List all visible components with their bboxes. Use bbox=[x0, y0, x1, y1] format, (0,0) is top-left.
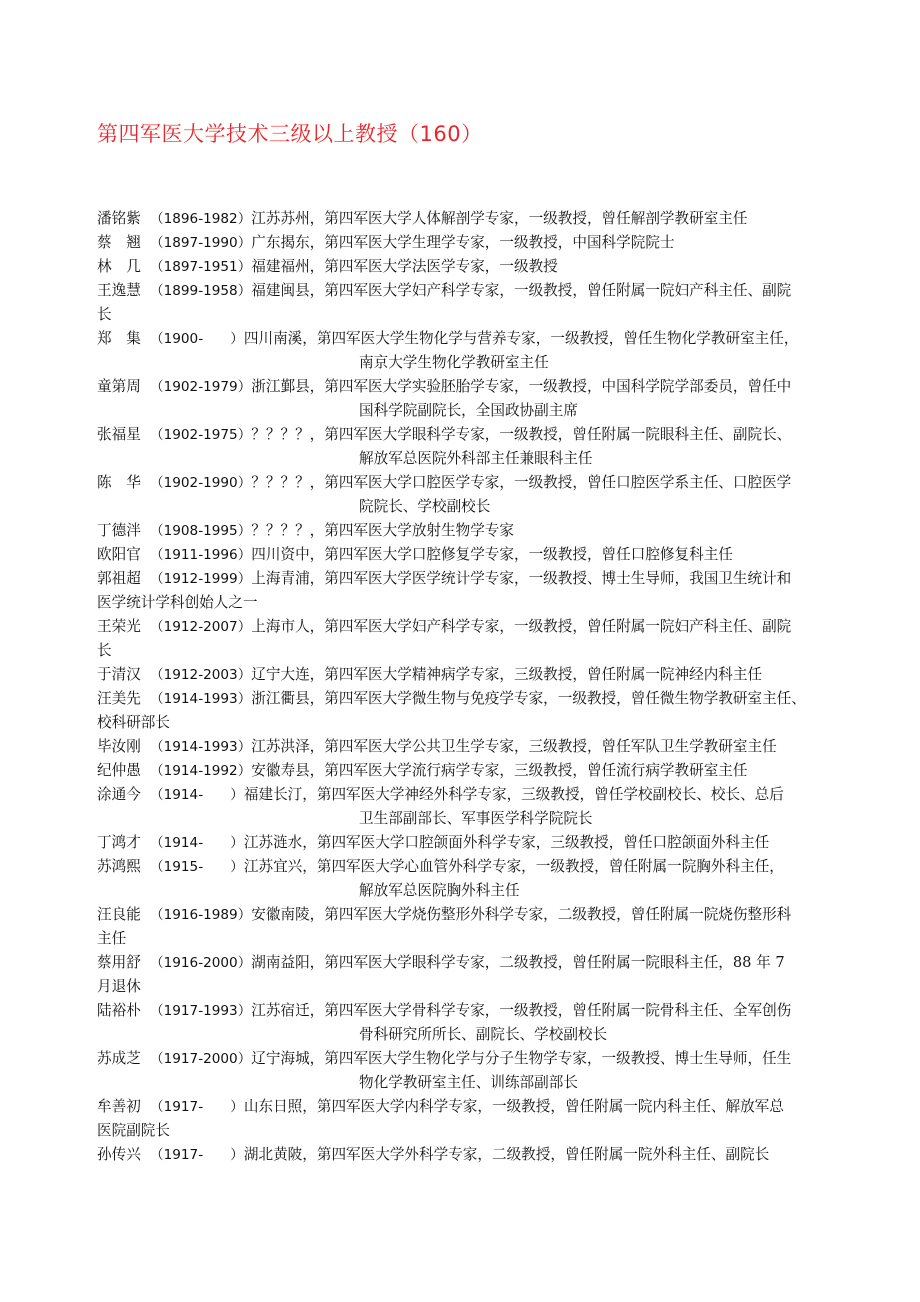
list-item bbox=[97, 831, 857, 855]
entry-description: 江苏苏州，第四军医大学人体解剖学专家，一级教授，曾任解剖学教研室主任 bbox=[251, 210, 748, 227]
entry-main-line bbox=[97, 903, 857, 927]
entry-description: 江苏洪泽，第四军医大学公共卫生学专家，三级教授，曾任军队卫生学教研室主任 bbox=[251, 738, 777, 755]
list-item bbox=[97, 951, 857, 999]
list-item bbox=[97, 1095, 857, 1143]
entry-description: ？？？？，第四军医大学口腔医学专家，一级教授，曾任口腔医学系主任、口腔医学 bbox=[251, 474, 792, 491]
entry-years: （1914-1993） bbox=[150, 691, 252, 707]
entry-main-line bbox=[97, 255, 857, 279]
entry-years: （1896-1982） bbox=[150, 211, 252, 227]
list-item bbox=[97, 375, 857, 423]
entry-main-line bbox=[97, 543, 857, 567]
list-item bbox=[97, 903, 857, 951]
entry-main-line bbox=[97, 231, 857, 255]
entry-main-line bbox=[97, 423, 857, 447]
entry-continuation: 骨科研究所所长、副院长、学校副校长 bbox=[359, 1026, 608, 1043]
entry-main-line bbox=[97, 855, 857, 879]
list-item bbox=[97, 783, 857, 831]
entry-name: 王荣光 bbox=[97, 618, 141, 635]
entry-description: ？？？？，第四军医大学放射生物学专家 bbox=[251, 522, 514, 539]
entry-main-line bbox=[97, 375, 857, 399]
entry-description: 辽宁海城，第四军医大学生物化学与分子生物学专家，一级教授、博士生导师，任生 bbox=[251, 1050, 792, 1067]
list-item bbox=[97, 567, 857, 615]
entry-years: （1912-1999） bbox=[150, 571, 252, 587]
list-item bbox=[97, 1143, 857, 1167]
entry-description: 四川南溪，第四军医大学生物化学与营养专家，一级教授，曾任生物化学教研室主任， bbox=[243, 330, 799, 347]
entry-main-line bbox=[97, 567, 857, 591]
entry-main-line bbox=[97, 735, 857, 759]
entry-name: 毕汝刚 bbox=[97, 738, 141, 755]
entry-main-line bbox=[97, 207, 857, 231]
list-item bbox=[97, 663, 857, 687]
entry-continuation: 南京大学生物化学教研室主任 bbox=[359, 354, 549, 371]
entry-description: 辽宁大连，第四军医大学精神病学专家，三级教授，曾任附属一院神经内科主任 bbox=[251, 666, 763, 683]
entry-main-line bbox=[97, 615, 857, 639]
entry-description: 浙江衢县，第四军医大学微生物与免疫学专家，一级教授，曾任微生物学教研室主任、 bbox=[251, 690, 806, 707]
entry-continuation: 长 bbox=[97, 642, 112, 659]
entry-description: 福建长汀，第四军医大学神经外科学专家，三级教授，曾任学校副校长、校长、总后 bbox=[243, 786, 784, 803]
entry-continuation: 长 bbox=[97, 306, 112, 323]
entry-main-line bbox=[97, 831, 857, 855]
entry-name: 牟善初 bbox=[97, 1098, 141, 1115]
entry-main-line bbox=[97, 687, 857, 711]
entry-name: 王逸慧 bbox=[97, 282, 141, 299]
entry-continuation: 院院长、学校副校长 bbox=[359, 498, 491, 515]
entry-years: （1902-1990） bbox=[150, 475, 252, 491]
entry-description: 江苏宜兴，第四军医大学心血管外科学专家，一级教授，曾任附属一院胸外科主任， bbox=[243, 858, 784, 875]
entry-name: 丁鸿才 bbox=[97, 834, 141, 851]
entry-continuation: 解放军总医院外科部主任兼眼科主任 bbox=[359, 450, 593, 467]
entry-name: 张福星 bbox=[97, 426, 141, 443]
entry-name: 苏成芝 bbox=[97, 1050, 141, 1067]
entry-description: 四川资中，第四军医大学口腔修复学专家，一级教授，曾任口腔修复科主任 bbox=[251, 546, 733, 563]
entry-continuation: 国科学院副院长，全国政协副主席 bbox=[359, 402, 578, 419]
entry-years: （1914-1992） bbox=[150, 763, 252, 779]
entry-years: （1897-1951） bbox=[150, 259, 252, 275]
entry-description: 江苏宿迁，第四军医大学骨科学专家，一级教授，曾任附属一院骨科主任、全军创伤 bbox=[251, 1002, 792, 1019]
entry-years: （1915- ） bbox=[150, 859, 244, 875]
entry-main-line bbox=[97, 1143, 857, 1167]
entry-main-line bbox=[97, 327, 857, 351]
entry-main-line bbox=[97, 471, 857, 495]
list-item bbox=[97, 471, 857, 519]
list-item bbox=[97, 519, 857, 543]
entry-name: 汪美先 bbox=[97, 690, 141, 707]
entry-name: 丁德泮 bbox=[97, 522, 141, 539]
entry-continuation: 解放军总医院胸外科主任 bbox=[359, 882, 520, 899]
entry-name: 郑 集 bbox=[97, 330, 141, 347]
entry-description: 福建福州，第四军医大学法医学专家，一级教授 bbox=[251, 258, 558, 275]
entry-main-line bbox=[97, 1095, 857, 1119]
entry-description: 江苏涟水，第四军医大学口腔颌面外科学专家，三级教授，曾任口腔颌面外科主任 bbox=[243, 834, 770, 851]
entry-continuation: 主任 bbox=[97, 930, 127, 947]
entry-main-line bbox=[97, 951, 857, 975]
list-item bbox=[97, 999, 857, 1047]
entry-name: 童第周 bbox=[97, 378, 141, 395]
entry-years: （1912-2007） bbox=[150, 619, 252, 635]
entry-years: （1911-1996） bbox=[150, 547, 252, 563]
list-item bbox=[97, 735, 857, 759]
entry-years: （1900- ） bbox=[150, 331, 244, 347]
entry-years: （1917- ） bbox=[150, 1099, 244, 1115]
entry-name: 纪仲愚 bbox=[97, 762, 141, 779]
entry-years: （1917- ） bbox=[150, 1147, 244, 1163]
entry-continuation: 物化学教研室主任、训练部副部长 bbox=[359, 1074, 578, 1091]
entry-years: （1902-1979） bbox=[150, 379, 252, 395]
list-item bbox=[97, 423, 857, 471]
entry-name: 蔡用舒 bbox=[97, 954, 141, 971]
list-item bbox=[97, 327, 857, 375]
entry-years: （1899-1958） bbox=[150, 283, 252, 299]
entry-main-line bbox=[97, 783, 857, 807]
entry-description: 湖南益阳，第四军医大学眼科学专家，二级教授，曾任附属一院眼科主任，88 年 7 bbox=[251, 954, 785, 971]
entry-continuation: 医院副院长 bbox=[97, 1122, 170, 1139]
entry-years: （1914- ） bbox=[150, 787, 244, 803]
entry-name: 孙传兴 bbox=[97, 1146, 141, 1163]
entry-description: 山东日照，第四军医大学内科学专家，一级教授，曾任附属一院内科主任、解放军总 bbox=[243, 1098, 784, 1115]
list-item bbox=[97, 279, 857, 327]
entry-name: 潘铭紫 bbox=[97, 210, 141, 227]
entry-continuation: 月退休 bbox=[97, 978, 141, 995]
list-item bbox=[97, 855, 857, 903]
entry-years: （1912-2003） bbox=[150, 667, 252, 683]
entry-name: 郭祖超 bbox=[97, 570, 141, 587]
list-item bbox=[97, 207, 857, 231]
professor-list bbox=[97, 207, 857, 1167]
entry-continuation: 卫生部副部长、军事医学科学院院长 bbox=[359, 810, 593, 827]
entry-name: 蔡 翘 bbox=[97, 234, 141, 251]
entry-years: （1902-1975） bbox=[150, 427, 252, 443]
entry-years: （1908-1995） bbox=[150, 523, 252, 539]
entry-description: 浙江鄞县，第四军医大学实验胚胎学专家，一级教授，中国科学院学部委员，曾任中 bbox=[251, 378, 792, 395]
entry-years: （1916-1989） bbox=[150, 907, 252, 923]
entry-name: 陈 华 bbox=[97, 474, 141, 491]
entry-name: 涂通今 bbox=[97, 786, 141, 803]
entry-description: 安徽寿县，第四军医大学流行病学专家，三级教授，曾任流行病学教研室主任 bbox=[251, 762, 748, 779]
entry-main-line bbox=[97, 999, 857, 1023]
entry-continuation: 医学统计学科创始人之一 bbox=[97, 594, 258, 611]
entry-description: 上海青浦，第四军医大学医学统计学专家，一级教授、博士生导师，我国卫生统计和 bbox=[251, 570, 792, 587]
entry-continuation: 校科研部长 bbox=[97, 714, 170, 731]
entry-years: （1914-1993） bbox=[150, 739, 252, 755]
list-item bbox=[97, 1047, 857, 1095]
entry-main-line bbox=[97, 1047, 857, 1071]
list-item bbox=[97, 759, 857, 783]
list-item bbox=[97, 231, 857, 255]
list-item bbox=[97, 255, 857, 279]
entry-main-line bbox=[97, 519, 857, 543]
entry-years: （1917-2000） bbox=[150, 1051, 252, 1067]
entry-description: 福建闽县，第四军医大学妇产科学专家，一级教授，曾任附属一院妇产科主任、副院 bbox=[251, 282, 792, 299]
entry-main-line bbox=[97, 759, 857, 783]
entry-main-line bbox=[97, 279, 857, 303]
entry-years: （1914- ） bbox=[150, 835, 244, 851]
list-item bbox=[97, 543, 857, 567]
entry-description: ？？？？，第四军医大学眼科学专家，一级教授，曾任附属一院眼科主任、副院长、 bbox=[251, 426, 792, 443]
entry-years: （1897-1990） bbox=[150, 235, 252, 251]
entry-name: 林 几 bbox=[97, 258, 141, 275]
entry-name: 于清汉 bbox=[97, 666, 141, 683]
page-title: 第四军医大学技术三级以上教授（160） bbox=[97, 122, 483, 146]
entry-description: 安徽南陵，第四军医大学烧伤整形外科学专家，二级教授，曾任附属一院烧伤整形科 bbox=[251, 906, 792, 923]
entry-description: 广东揭东，第四军医大学生理学专家，一级教授，中国科学院院士 bbox=[251, 234, 675, 251]
entry-name: 汪良能 bbox=[97, 906, 141, 923]
entry-name: 苏鸿熙 bbox=[97, 858, 141, 875]
entry-years: （1917-1993） bbox=[150, 1003, 252, 1019]
entry-description: 上海市人，第四军医大学妇产科学专家，一级教授，曾任附属一院妇产科主任、副院 bbox=[251, 618, 792, 635]
entry-main-line bbox=[97, 663, 857, 687]
entry-name: 陆裕朴 bbox=[97, 1002, 141, 1019]
entry-name: 欧阳官 bbox=[97, 546, 141, 563]
entry-years: （1916-2000） bbox=[150, 955, 252, 971]
entry-description: 湖北黄陂，第四军医大学外科学专家，二级教授，曾任附属一院外科主任、副院长 bbox=[243, 1146, 770, 1163]
list-item bbox=[97, 615, 857, 663]
list-item bbox=[97, 687, 857, 735]
